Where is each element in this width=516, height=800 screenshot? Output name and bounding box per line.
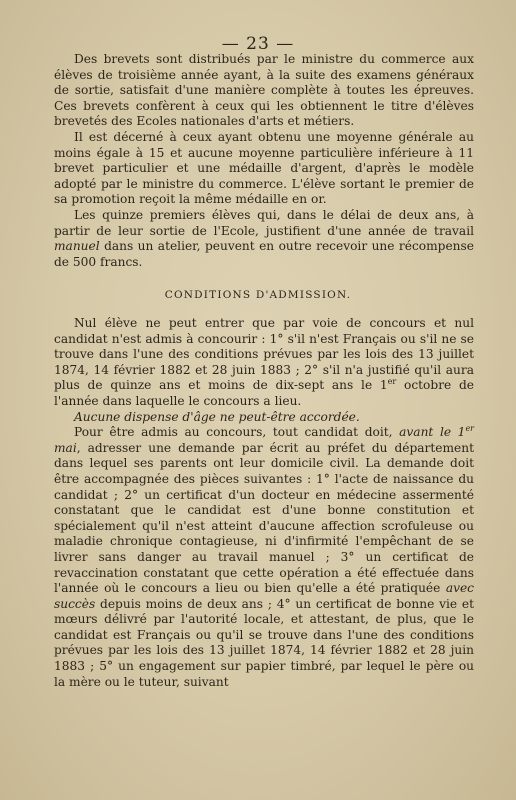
paragraph-medaille: Il est décerné à ceux ayant obtenu une moyenne générale au moins égale à 15 et aucune moyenne particulière inférieure à 11 brevet particulier et une médaille d'argent, d'après le modèle adopté par le ministre du commerce. L'élève sortant le premier de sa promotion reçoit la même médaille en or. (54, 129, 474, 207)
paragraph-dispense: Aucune dispense d'âge ne peut-être accordée. (74, 409, 360, 424)
paragraph-pieces: Pour être admis au concours, tout candidat doit, avant le 1er mai, adresser une demande par écrit au préfet du département dans lequel ses parents ont leur domicile civil. La demande doit être accompagnée des pièces suivantes : 1° l'acte de naissance du candidat ; 2° un certificat d'un docteur en médecine assermenté constatant que le candidat est d'une bonne constitution et spécialement qu'il n'est atteint d'aucune affection scrofuleuse ou maladie chronique contagieuse, ni d'infirmité l'empêchant de se livrer sans danger au travail manuel ; 3° un certificat de revaccination constatant que cette opération a été effectuée dans l'année où le concours a lieu ou bien qu'elle a été pratiquée avec succès depuis moins de deux ans ; 4° un certificat de bonne vie et mœurs délivré par l'autorité locale, et attestant, de plus, que le candidat est Français ou qu'il se trouve dans l'une des conditions prévues par les lois des 13 juillet 1874, 14 février 1882 et 28 juin 1883 ; 5° un engagement sur papier timbré, par lequel le père ou la mère ou le tuteur, suivant (54, 424, 475, 689)
page-number: — 23 — (221, 34, 295, 54)
body-text-top (54, 52, 474, 270)
body-text-admission (54, 316, 474, 690)
section-heading: CONDITIONS D'ADMISSION. (164, 289, 352, 301)
paragraph-concours: Nul élève ne peut entrer que par voie de concours et nul candidat n'est admis à concourir : 1° s'il n'est Français ou s'il ne se trouve dans l'une des conditions prévues par les lois des 13 juillet 1874, 14 février 1882 et 28 juin 1883 ; 2° s'il n'a justifié qu'il aura plus de quinze ans et moins de dix-sept ans le 1er octobre de l'année dans laquelle le concours a lieu. (54, 316, 475, 408)
paragraph-recompense: Les quinze premiers élèves qui, dans le délai de deux ans, à partir de leur sortie de l'Ecole, justifient d'une année de travail manuel dans un atelier, peuvent en outre recevoir une récompense de 500 francs. (54, 207, 475, 269)
paragraph-brevets: Des brevets sont distribués par le ministre du commerce aux élèves de troisième année ayant, à la suite des examens généraux de sortie, satisfait d'une manière complète à toutes les épreuves. Ces brevets confèrent à ceux qui les obtiennent le titre d'élèves brevetés des Ecoles nationales d'arts et métiers. (54, 52, 474, 129)
